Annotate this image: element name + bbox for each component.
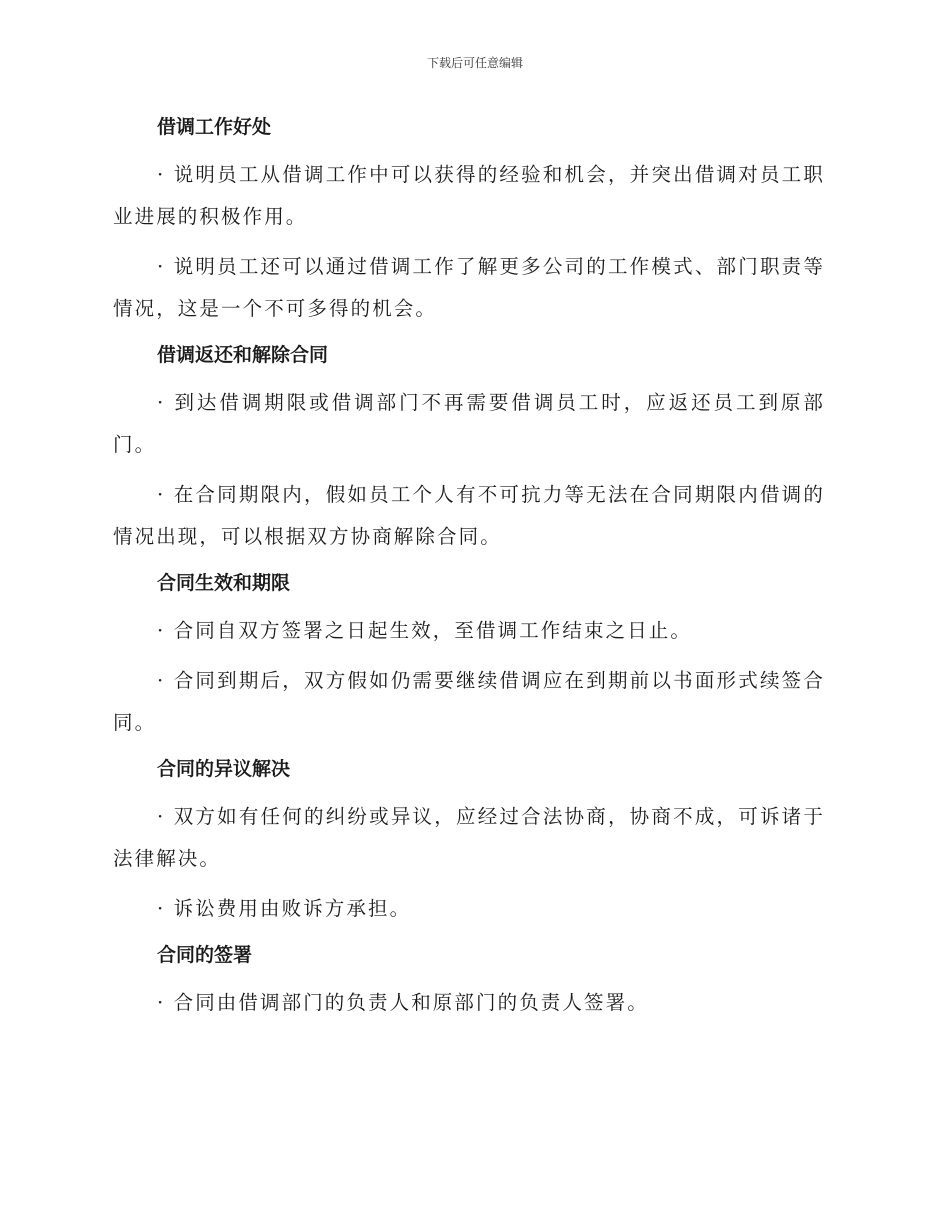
section-dispute-resolution xyxy=(113,752,825,930)
paragraph: · 说明员工还可以通过借调工作了解更多公司的工作模式、部门职责等情况，这是一个不可多得的机会。 xyxy=(113,255,825,320)
section-heading: 借调返还和解除合同 xyxy=(157,344,329,366)
paragraph: · 合同自双方签署之日起生效，至借调工作结束之日止。 xyxy=(157,619,692,642)
section-benefits xyxy=(113,110,825,330)
paragraph: · 诉讼费用由败诉方承担。 xyxy=(157,897,412,920)
section-heading: 合同的签署 xyxy=(157,944,253,966)
section-return-termination xyxy=(113,338,825,558)
paragraph: · 双方如有任何的纠纷或异议，应经过合法协商，协商不成，可诉诸于法律解决。 xyxy=(113,805,825,870)
page-header: 下载后可任意编辑 xyxy=(426,56,523,70)
document-body xyxy=(113,110,825,1032)
paragraph: · 到达借调期限或借调部门不再需要借调员工时，应返还员工到原部门。 xyxy=(113,391,825,456)
section-heading: 合同的异议解决 xyxy=(157,758,291,780)
paragraph: · 在合同期限内，假如员工个人有不可抗力等无法在合同期限内借调的情况出现，可以根据双方协商解除合同。 xyxy=(113,483,825,548)
section-effect-term xyxy=(113,566,825,744)
paragraph: · 说明员工从借调工作中可以获得的经验和机会，并突出借调对员工职业进展的积极作用。 xyxy=(113,163,825,228)
paragraph: · 合同到期后，双方假如仍需要继续借调应在到期前以书面形式续签合同。 xyxy=(113,669,825,734)
section-signing xyxy=(113,938,825,1024)
section-heading: 合同生效和期限 xyxy=(157,572,291,594)
paragraph: · 合同由借调部门的负责人和原部门的负责人签署。 xyxy=(157,991,649,1014)
section-heading: 借调工作好处 xyxy=(157,116,272,138)
